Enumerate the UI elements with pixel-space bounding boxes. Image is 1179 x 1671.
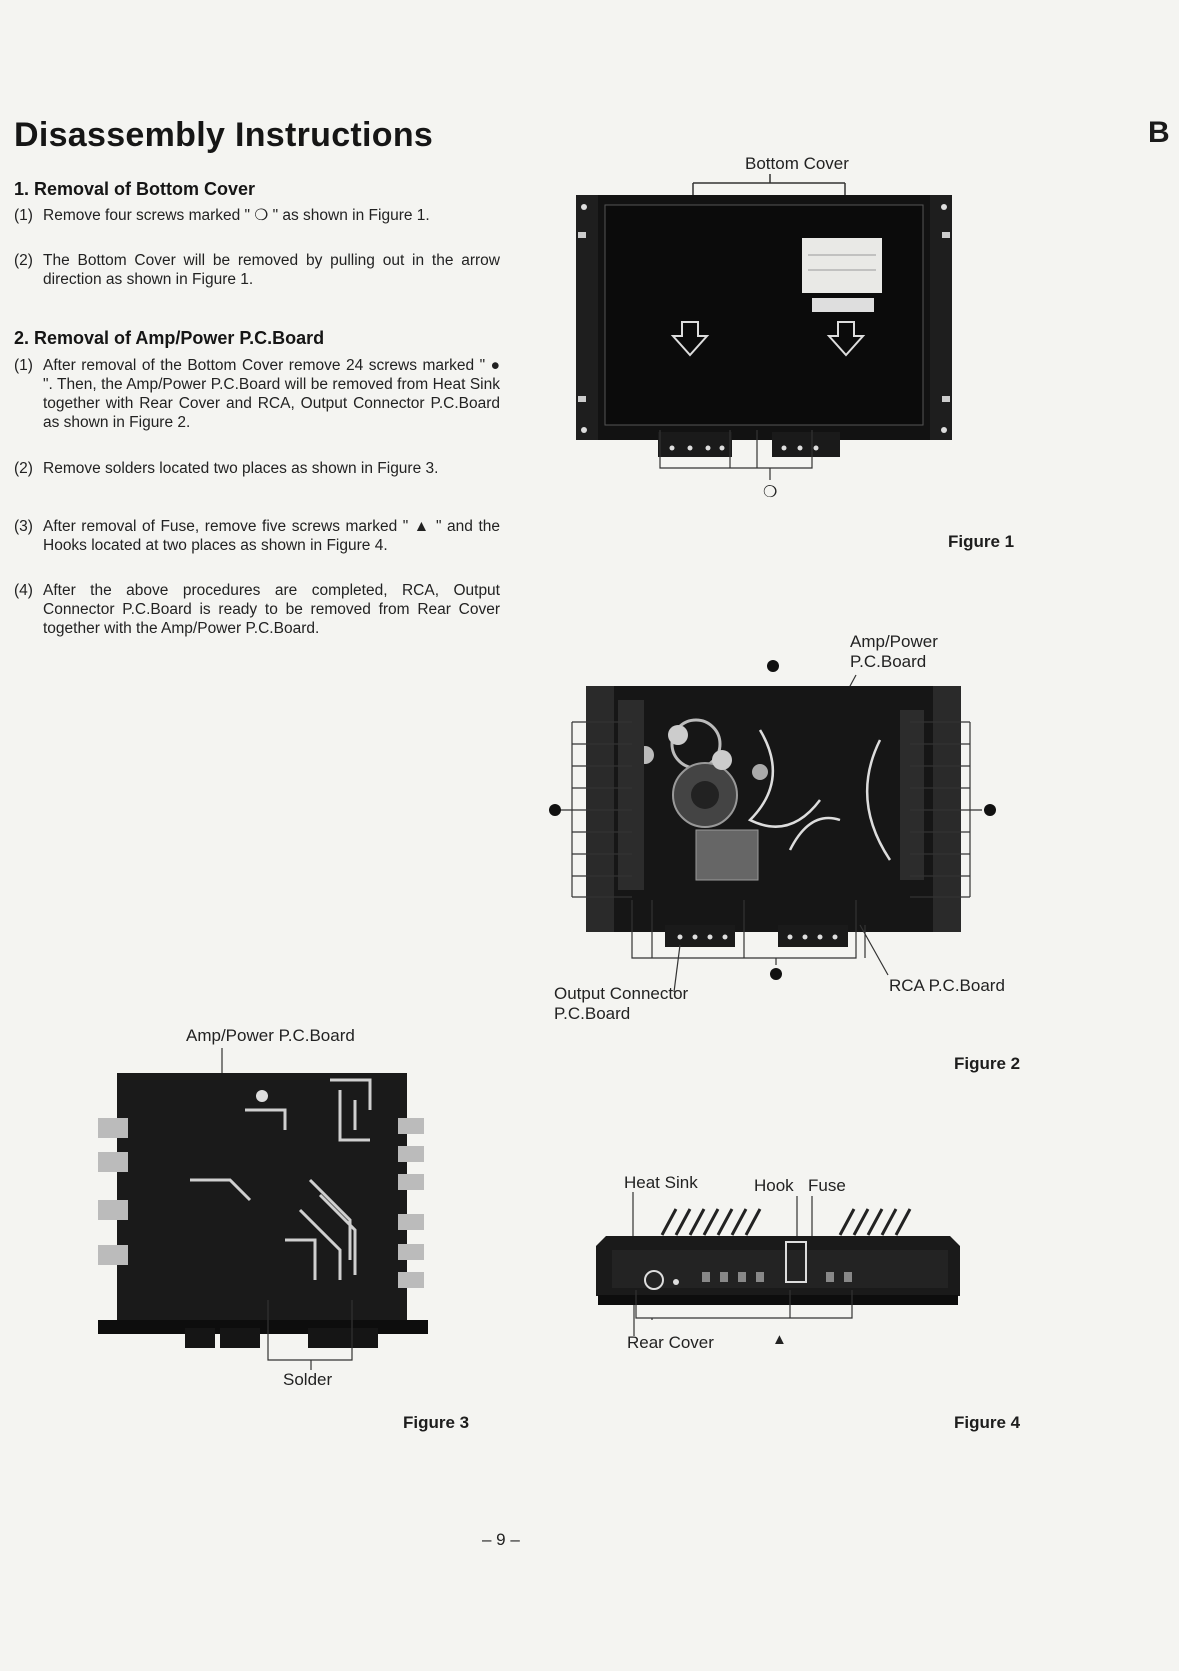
page-number: – 9 – [482, 1530, 520, 1549]
screw-mark-open-circle: ❍ [763, 484, 778, 501]
figure-3-caption: Figure 3 [403, 1413, 470, 1432]
step-number: (1) [14, 357, 33, 374]
figure-1-caption: Figure 1 [948, 532, 1015, 551]
label-output-connector: Output Connector [554, 984, 689, 1003]
label-fuse: Fuse [808, 1176, 846, 1195]
page-title: Disassembly Instructions [14, 116, 434, 154]
section-2-heading: 2. Removal of Amp/Power P.C.Board [14, 328, 325, 348]
step-text: Remove four screws marked " ❍ " as shown in Figure 1. [43, 207, 430, 224]
label-rear-cover: Rear Cover [627, 1333, 714, 1352]
label-solder: Solder [283, 1370, 333, 1389]
step-text: After removal of Fuse, remove five screws marked " ▲ " and the Hooks located at two places as shown in Figure 4. [43, 518, 500, 554]
label-heat-sink: Heat Sink [624, 1173, 698, 1192]
corner-mark: B [1148, 116, 1170, 149]
step-number: (2) [14, 460, 33, 477]
label-bottom-cover: Bottom Cover [745, 154, 849, 173]
label-rca-board: RCA P.C.Board [889, 976, 1005, 995]
label-hook: Hook [754, 1176, 794, 1195]
step-number: (3) [14, 518, 33, 535]
label-amp-power-fig3: Amp/Power P.C.Board [186, 1026, 355, 1045]
section-1-heading: 1. Removal of Bottom Cover [14, 179, 256, 199]
step-number: (4) [14, 582, 33, 599]
step-number: (1) [14, 207, 33, 224]
label-output-connector-line2: P.C.Board [554, 1004, 631, 1023]
step-text: The Bottom Cover will be removed by pulling out in the arrow direction as shown in Figure 1. [43, 252, 500, 288]
step-number: (2) [14, 252, 33, 269]
screw-mark-triangle: ▲ [772, 1331, 787, 1348]
step-text: Remove solders located two places as shown in Figure 3. [43, 460, 439, 477]
figure-2-caption: Figure 2 [954, 1054, 1021, 1073]
label-amp-power-fig2-line2: P.C.Board [850, 652, 927, 671]
step-text: After the above procedures are completed, RCA, Output Connector P.C.Board is ready to be removed from Rear Cover together with the Amp/Power P.C.Board. [43, 582, 500, 637]
label-amp-power-fig2: Amp/Power [850, 632, 938, 651]
step-text: After removal of the Bottom Cover remove 24 screws marked " ● ". Then, the Amp/Power P.C.Board will be removed from Heat Sink together with Rear Cover and RCA, Output Connector P.C.Board as shown in Figure 2. [43, 357, 500, 431]
figure-4-caption: Figure 4 [954, 1413, 1021, 1432]
